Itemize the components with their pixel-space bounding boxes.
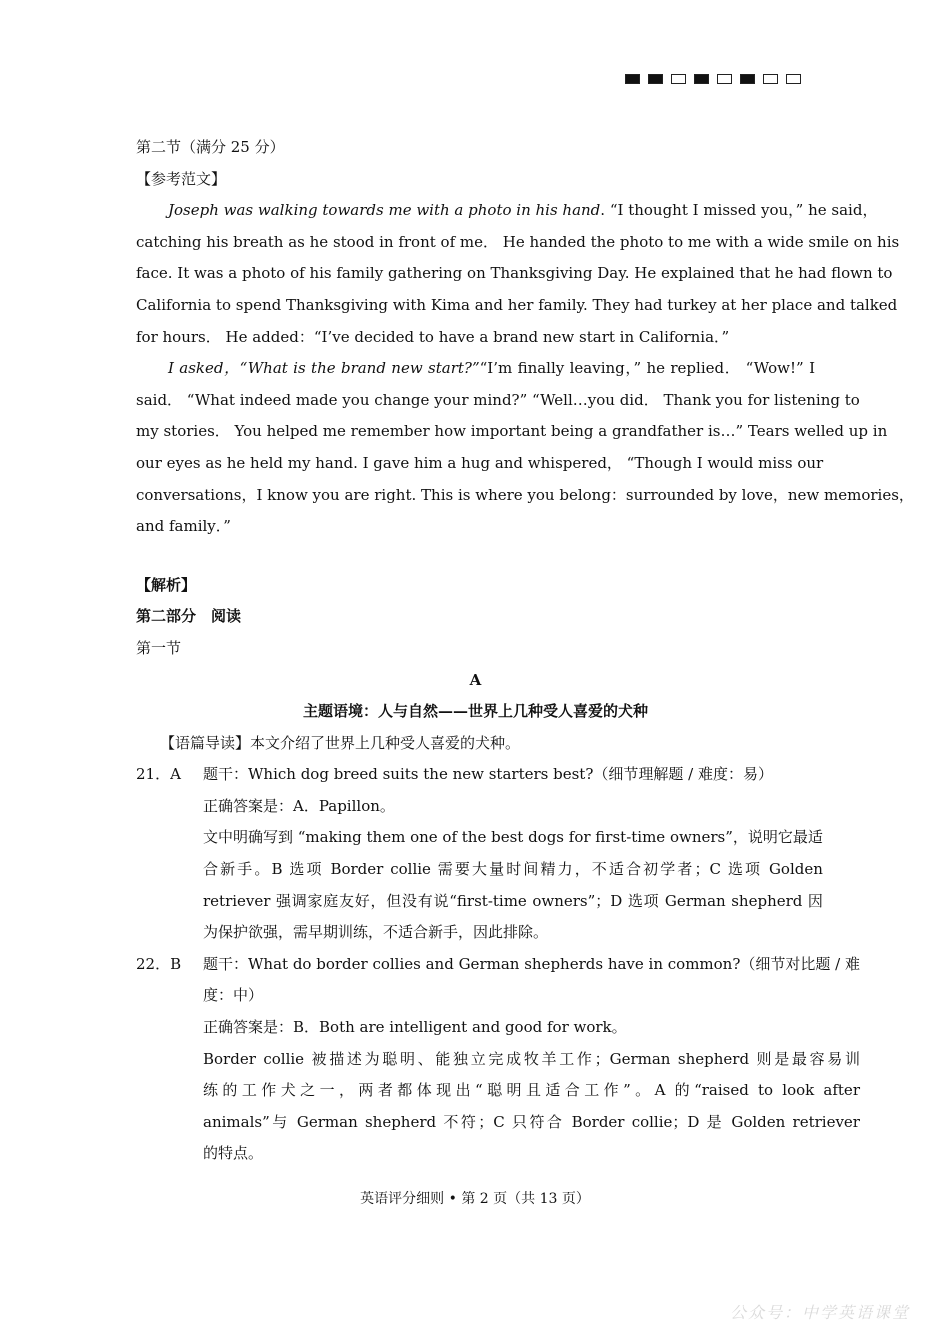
question-number: 21．A: [136, 765, 181, 784]
passage-label: A: [469, 670, 482, 689]
theme-heading: 主题语境：人与自然——世界上几种受人喜爱的犬种: [302, 702, 648, 721]
document-body: [136, 132, 914, 1170]
essay-line: catching his breath as he stood in front of me． He handed the photo to me with a wide smile on his: [136, 232, 900, 251]
marker-square: [740, 74, 755, 84]
explanation-line: 的特点。: [203, 1144, 264, 1163]
essay-line: for hours． He added：“I’ve decided to have a brand new start in California．”: [136, 327, 730, 346]
essay-line: face. It was a photo of his family gathering on Thanksgiving Day. He explained that he had flown to: [136, 264, 893, 283]
explanation-line: 合新手。B 选项 Border collie 需要大量时间精力，不适合初学者；C 选项 Golden: [203, 860, 823, 879]
question-stem: 度：中）: [203, 986, 264, 1005]
marker-square: [671, 74, 686, 84]
subsection-heading: 第一节: [136, 638, 182, 657]
correct-answer: 正确答案是：B．Both are intelligent and good for work。: [203, 1018, 627, 1037]
essay-line: I asked，“What is the brand new start?”“I’m finally leaving，” he replied． “Wow!” I: [168, 359, 815, 378]
marker-square: [763, 74, 778, 84]
question-number: 22．B: [136, 954, 182, 973]
correct-answer: 正确答案是：A．Papillon。: [203, 796, 395, 815]
essay-line: California to spend Thanksgiving with Kima and her family. They had turkey at her place and talked: [136, 295, 898, 314]
essay-line: conversations，I know you are right. This is where you belong：surrounded by love，new memories，: [136, 485, 914, 504]
marker-square: [717, 74, 732, 84]
page-footer: 英语评分细则 • 第 2 页（共 13 页）: [360, 1191, 590, 1207]
question-21: [136, 759, 823, 949]
marker-square: [625, 74, 640, 84]
watermark: 公众号：中学英语课堂: [730, 1303, 911, 1322]
marker-square: [648, 74, 663, 84]
question-stem: 题干：Which dog breed suits the new starters best?（细节理解题 / 难度：易）: [203, 765, 773, 784]
explanation-line: 练的工作犬之一，两者都体现出“聪明且适合工作”。A 的“raised to look after: [203, 1081, 860, 1100]
section-title: 第二节（满分 25 分）: [136, 138, 285, 156]
marker-square: [694, 74, 709, 84]
passage-guide: 【语篇导读】本文介绍了世界上几种受人喜爱的犬种。: [160, 733, 521, 752]
question-stem: 题干：What do border collies and German shepherds have in common?（细节对比题 / 难: [203, 954, 860, 973]
page-marker: [625, 74, 801, 84]
question-22: [136, 949, 860, 1170]
essay-line: said． “What indeed made you change your mind?” “Well…you did． Thank you for listening to: [136, 390, 860, 409]
explanation-line: retriever 强调家庭友好，但没有说“first-time owners”；D 选项 German shepherd 因: [203, 891, 823, 910]
analysis-label: 【解析】: [136, 575, 197, 594]
essay-line: my stories． You helped me remember how important being a grandfather is…” Tears welled up in: [136, 422, 888, 441]
essay-line: Joseph was walking towards me with a photo in his hand. “I thought I missed you，” he said，: [168, 201, 878, 220]
explanation-line: 文中明确写到 “making them one of the best dogs for first-time owners”，说明它最适: [203, 828, 823, 847]
explanation-line: 为保护欲强，需早期训练，不适合新手，因此排除。: [203, 923, 549, 942]
marker-square: [786, 74, 801, 84]
explanation-line: animals”与 German shepherd 不符；C 只符合 Border collie；D 是 Golden retriever: [203, 1112, 860, 1131]
essay-line: our eyes as he held my hand. I gave him a hug and whispered， “Though I would miss our: [136, 453, 824, 472]
explanation-line: Border collie 被描述为聪明、能独立完成牧羊工作；German shepherd 则是最容易训: [203, 1049, 860, 1068]
reference-label: 【参考范文】: [136, 169, 227, 188]
part-heading: 第二部分 阅读: [136, 607, 242, 626]
essay-line: and family．”: [136, 517, 231, 536]
